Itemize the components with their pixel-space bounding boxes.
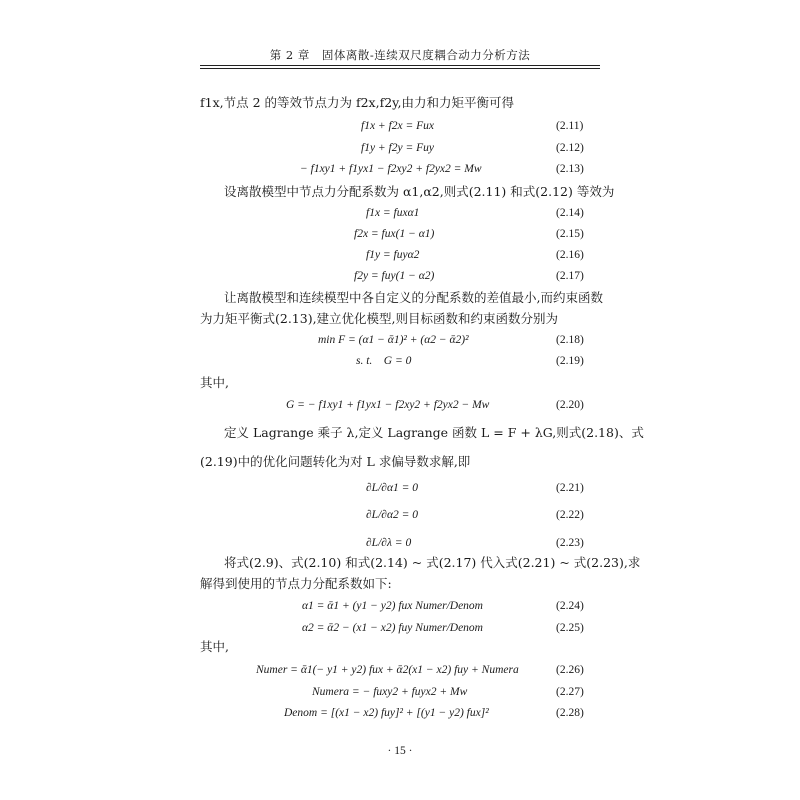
equation-number: (2.12) [556, 142, 584, 154]
paragraph-lagrange-line2: (2.19)中的优化问题转化为对 L 求偏导数求解,即 [200, 454, 471, 469]
equation-number: (2.13) [556, 163, 584, 175]
header-rule-thick [200, 65, 600, 66]
equation-2-15: f2x = fux(1 − α1) [354, 228, 435, 240]
equation-number: (2.14) [556, 207, 584, 219]
equation-2-16: f1y = fuyα2 [366, 249, 420, 261]
header-rule-thin [200, 68, 600, 69]
equation-2-14: f1x = fuxα1 [366, 207, 420, 219]
equation-number: (2.16) [556, 249, 584, 261]
equation-number: (2.18) [556, 334, 584, 346]
running-head: 第 2 章 固体离散-连续双尺度耦合动力分析方法 [269, 48, 531, 62]
equation-2-20: G = − f1xy1 + f1yx1 − f2xy2 + f2yx2 − Mw [286, 399, 490, 411]
equation-number: (2.23) [556, 537, 584, 549]
paragraph-optimization-line2: 为力矩平衡式(2.13),建立优化模型,则目标函数和约束函数分别为 [200, 311, 559, 326]
equation-number: (2.28) [556, 707, 584, 719]
paragraph-qizhong-1: 其中, [200, 375, 229, 390]
equation-2-27: Numera = − fuxy2 + fuyx2 + Mw [312, 686, 468, 698]
equation-number: (2.25) [556, 622, 584, 634]
paragraph-optimization-line1: 让离散模型和连续模型中各自定义的分配系数的差值最小,而约束函数 [224, 290, 603, 305]
equation-2-12: f1y + f2y = Fuy [361, 142, 434, 154]
paragraph-distribution: 设离散模型中节点力分配系数为 α1,α2,则式(2.11) 和式(2.12) 等效为 [224, 184, 615, 199]
equation-2-24: α1 = ᾱ1 + (y1 − y2) fux Numer/Denom [302, 600, 483, 612]
equation-2-21: ∂L/∂α1 = 0 [366, 482, 419, 494]
equation-number: (2.27) [556, 686, 584, 698]
equation-2-26: Numer = ᾱ1(− y1 + y2) fux + ᾱ2(x1 − x2) fuy + Numera [256, 664, 519, 676]
equation-2-11: f1x + f2x = Fux [361, 120, 434, 132]
equation-number: (2.20) [556, 399, 584, 411]
equation-number: (2.15) [556, 228, 584, 240]
equation-2-18: min F = (α1 − ᾱ1)² + (α2 − ᾱ2)² [318, 334, 469, 346]
equation-number: (2.17) [556, 270, 584, 282]
equation-number: (2.21) [556, 482, 584, 494]
equation-number: (2.19) [556, 355, 584, 367]
equation-2-25: α2 = ᾱ2 − (x1 − x2) fuy Numer/Denom [302, 622, 483, 634]
equation-number: (2.24) [556, 600, 584, 612]
paragraph-qizhong-2: 其中, [200, 639, 229, 654]
equation-number: (2.11) [556, 120, 584, 132]
equation-2-23: ∂L/∂λ = 0 [366, 537, 412, 549]
page-number: · 15 · [387, 745, 413, 757]
equation-2-28: Denom = [(x1 − x2) fuy]² + [(y1 − y2) fux]² [284, 707, 489, 719]
equation-2-17: f2y = fuy(1 − α2) [354, 270, 435, 282]
equation-number: (2.22) [556, 509, 584, 521]
equation-2-22: ∂L/∂α2 = 0 [366, 509, 419, 521]
equation-2-19: s. t. G = 0 [356, 355, 412, 367]
paragraph-substitution-line2: 解得到使用的节点力分配系数如下: [200, 576, 392, 591]
paragraph-lagrange-line1: 定义 Lagrange 乘子 λ,定义 Lagrange 函数 L = F + λG,则式(2.18)、式 [224, 425, 644, 440]
equation-number: (2.26) [556, 664, 584, 676]
equation-2-13: − f1xy1 + f1yx1 − f2xy2 + f2yx2 = Mw [300, 163, 482, 175]
paragraph-intro: f1x,节点 2 的等效节点力为 f2x,f2y,由力和力矩平衡可得 [200, 95, 515, 110]
paragraph-substitution-line1: 将式(2.9)、式(2.10) 和式(2.14) ~ 式(2.17) 代入式(2.21) ~ 式(2.23),求 [224, 555, 641, 570]
